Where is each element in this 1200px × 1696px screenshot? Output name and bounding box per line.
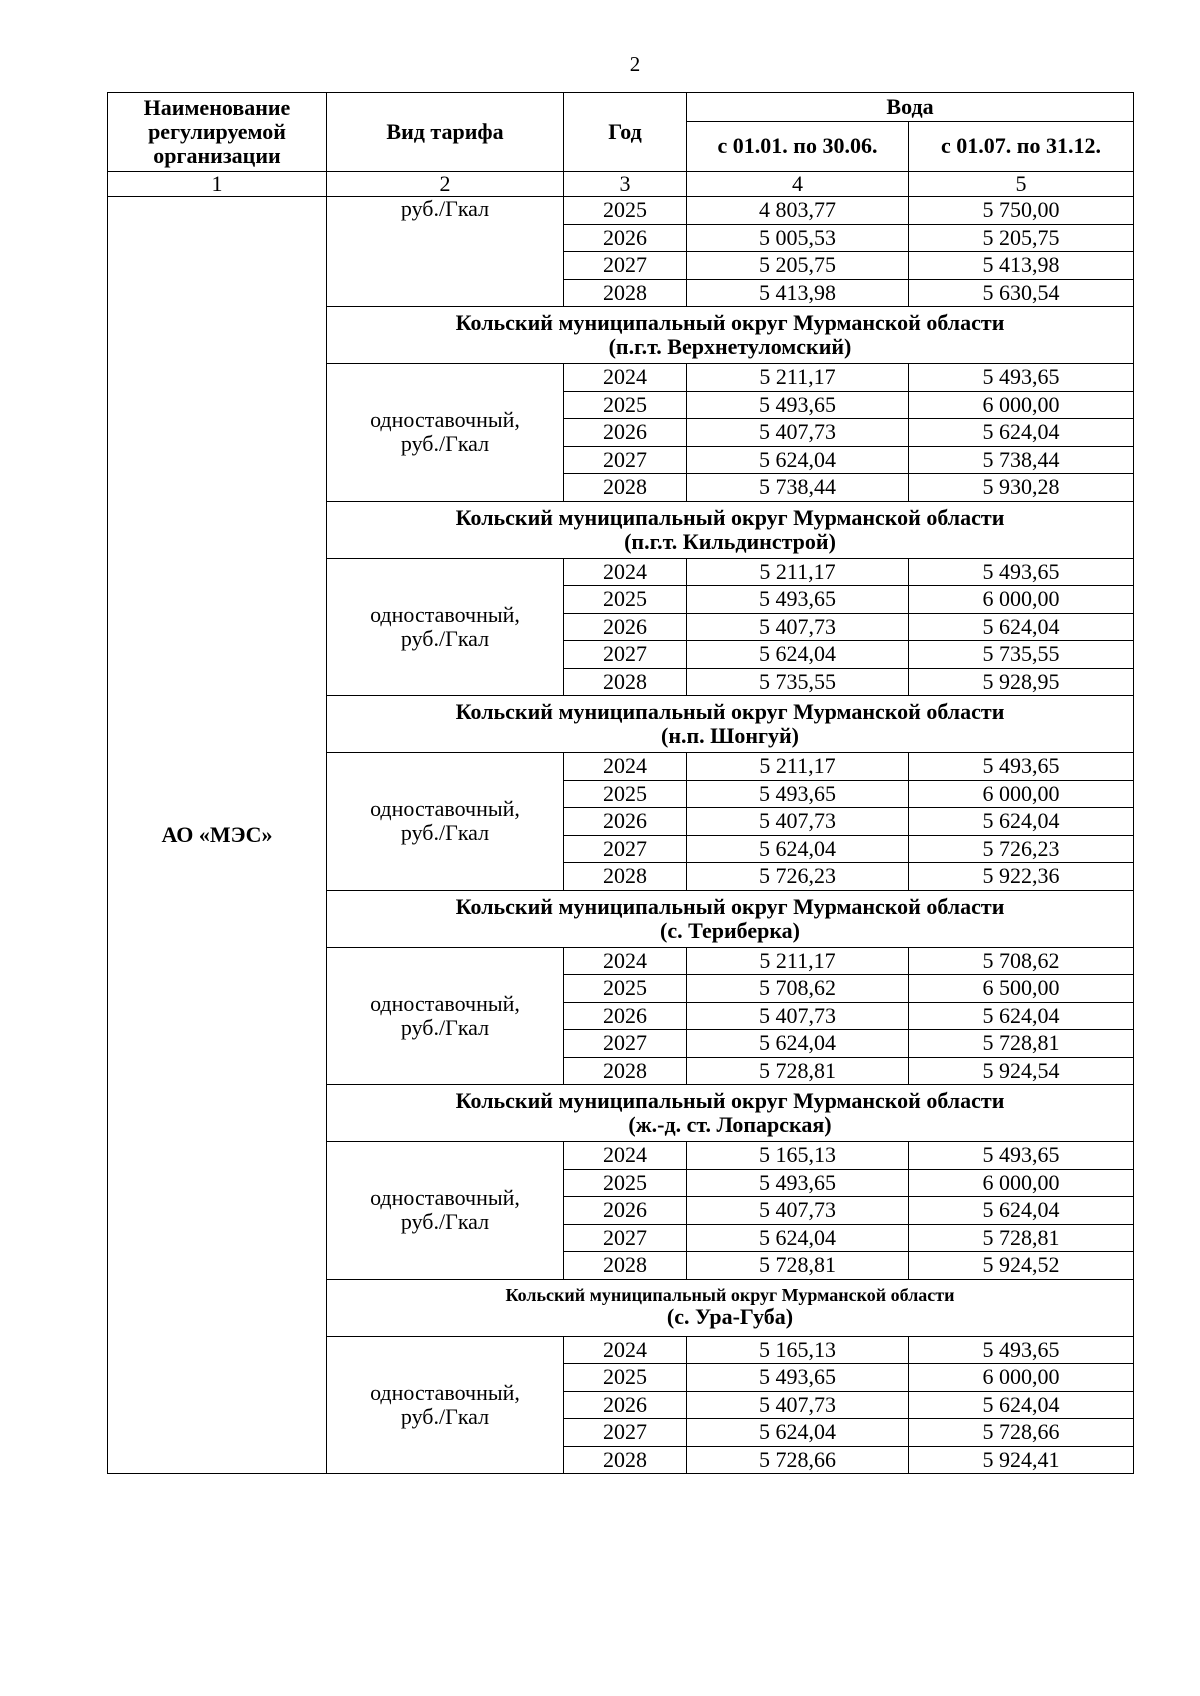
tariff-value-period-1: 5 624,04	[687, 1030, 909, 1058]
year-cell: 2028	[564, 474, 687, 502]
year-cell: 2024	[564, 558, 687, 586]
tariff-value-period-1: 5 407,73	[687, 1197, 909, 1225]
column-number-2: 2	[327, 172, 564, 197]
tariff-value-period-1: 5 211,17	[687, 558, 909, 586]
tariff-value-period-2: 5 728,81	[909, 1030, 1134, 1058]
tariff-value-period-1: 5 165,13	[687, 1336, 909, 1364]
section-header	[327, 890, 1134, 947]
column-number-5: 5	[909, 172, 1134, 197]
year-cell: 2027	[564, 835, 687, 863]
tariff-value-period-1: 5 624,04	[687, 835, 909, 863]
year-cell: 2027	[564, 1419, 687, 1447]
header-period-2: с 01.07. по 31.12.	[909, 122, 1134, 172]
section-title: Кольский муниципальный округ Мурманской области	[455, 310, 1005, 335]
tariff-type	[327, 558, 564, 696]
tariff-value-period-1: 5 493,65	[687, 780, 909, 808]
tariff-table	[107, 92, 1134, 1474]
tariff-value-period-2: 5 924,52	[909, 1252, 1134, 1280]
year-cell: 2026	[564, 613, 687, 641]
header-period-1: с 01.01. по 30.06.	[687, 122, 909, 172]
tariff-unit-line: руб./Гкал	[400, 1209, 490, 1235]
tariff-value-period-2: 5 493,65	[909, 1142, 1134, 1170]
tariff-type	[327, 753, 564, 891]
tariff-value-period-1: 5 735,55	[687, 668, 909, 696]
tariff-value-period-2: 6 000,00	[909, 586, 1134, 614]
year-cell: 2028	[564, 1252, 687, 1280]
tariff-value-period-2: 6 000,00	[909, 1169, 1134, 1197]
organization-name: АО «МЭС»	[108, 197, 327, 1474]
tariff-table-body	[108, 197, 1134, 1474]
tariff-value-period-2: 6 000,00	[909, 1364, 1134, 1392]
tariff-value-period-2: 5 493,65	[909, 364, 1134, 392]
year-cell: 2027	[564, 446, 687, 474]
tariff-value-period-1: 5 493,65	[687, 391, 909, 419]
tariff-value-period-1: 5 493,65	[687, 1364, 909, 1392]
tariff-value-period-1: 5 493,65	[687, 1169, 909, 1197]
tariff-value-period-2: 6 000,00	[909, 780, 1134, 808]
tariff-value-period-1: 5 407,73	[687, 808, 909, 836]
year-cell: 2026	[564, 419, 687, 447]
tariff-value-period-2: 5 726,23	[909, 835, 1134, 863]
tariff-value-period-2: 5 750,00	[909, 197, 1134, 225]
tariff-type	[327, 1142, 564, 1280]
year-cell: 2028	[564, 863, 687, 891]
tariff-value-period-2: 5 930,28	[909, 474, 1134, 502]
tariff-type-line: одноставочный,	[370, 796, 520, 822]
tariff-value-period-1: 5 728,81	[687, 1252, 909, 1280]
section-header	[327, 696, 1134, 753]
section-header	[327, 1085, 1134, 1142]
tariff-value-period-2: 5 624,04	[909, 1391, 1134, 1419]
tariff-value-period-1: 5 728,66	[687, 1446, 909, 1474]
tariff-value-period-2: 6 500,00	[909, 975, 1134, 1003]
tariff-value-period-1: 5 407,73	[687, 1391, 909, 1419]
section-title: Кольский муниципальный округ Мурманской области	[455, 504, 1005, 530]
tariff-value-period-1: 5 624,04	[687, 1224, 909, 1252]
tariff-type	[327, 947, 564, 1085]
tariff-value-period-2: 5 624,04	[909, 1197, 1134, 1225]
tariff-value-period-2: 5 738,44	[909, 446, 1134, 474]
tariff-type-line: одноставочный,	[370, 990, 520, 1016]
tariff-value-period-2: 5 624,04	[909, 419, 1134, 447]
tariff-value-period-2: 5 728,66	[909, 1419, 1134, 1447]
year-cell: 2027	[564, 641, 687, 669]
year-cell: 2026	[564, 808, 687, 836]
tariff-type	[327, 1336, 564, 1474]
section-header	[327, 307, 1134, 364]
tariff-value-period-1: 5 211,17	[687, 364, 909, 392]
tariff-type: руб./Гкал	[327, 197, 564, 307]
tariff-value-period-1: 5 211,17	[687, 947, 909, 975]
year-cell: 2024	[564, 364, 687, 392]
year-cell: 2025	[564, 780, 687, 808]
tariff-value-period-2: 5 205,75	[909, 224, 1134, 252]
header-tariff-type: Вид тарифа	[327, 93, 564, 172]
section-title: Кольский муниципальный округ Мурманской области	[505, 1284, 955, 1305]
tariff-unit-line: руб./Гкал	[400, 1014, 490, 1040]
tariff-type-line: одноставочный,	[370, 601, 520, 627]
tariff-value-period-1: 5 728,81	[687, 1057, 909, 1085]
tariff-value-period-1: 5 407,73	[687, 1002, 909, 1030]
header-year: Год	[564, 93, 687, 172]
tariff-value-period-1: 5 005,53	[687, 224, 909, 252]
section-locality: (п.г.т. Кильдинстрой)	[624, 528, 836, 554]
section-locality: (ж.-д. ст. Лопарская)	[628, 1112, 832, 1138]
year-cell: 2025	[564, 1364, 687, 1392]
header-organization: Наименование регулируемой организации	[108, 93, 327, 172]
section-locality: (с. Ура-Губа)	[666, 1304, 794, 1330]
section-header	[327, 1279, 1134, 1336]
tariff-unit-line: руб./Гкал	[400, 431, 490, 457]
tariff-value-period-1: 5 413,98	[687, 279, 909, 307]
year-cell: 2025	[564, 391, 687, 419]
header-water: Вода	[687, 93, 1134, 122]
year-cell: 2027	[564, 252, 687, 280]
year-cell: 2028	[564, 1057, 687, 1085]
year-cell: 2024	[564, 1336, 687, 1364]
tariff-value-period-2: 5 493,65	[909, 558, 1134, 586]
tariff-unit-line: руб./Гкал	[400, 820, 490, 846]
tariff-value-period-2: 6 000,00	[909, 391, 1134, 419]
tariff-value-period-2: 5 928,95	[909, 668, 1134, 696]
year-cell: 2027	[564, 1030, 687, 1058]
tariff-type	[327, 364, 564, 502]
year-cell: 2027	[564, 1224, 687, 1252]
section-locality: (н.п. Шонгуй)	[661, 723, 800, 749]
tariff-value-period-2: 5 413,98	[909, 252, 1134, 280]
year-cell: 2026	[564, 224, 687, 252]
section-title: Кольский муниципальный округ Мурманской области	[455, 699, 1005, 724]
tariff-unit-line: руб./Гкал	[400, 625, 490, 651]
tariff-value-period-2: 5 708,62	[909, 947, 1134, 975]
tariff-value-period-1: 5 205,75	[687, 252, 909, 280]
year-cell: 2024	[564, 947, 687, 975]
year-cell: 2026	[564, 1197, 687, 1225]
tariff-value-period-1: 5 708,62	[687, 975, 909, 1003]
tariff-value-period-2: 5 493,65	[909, 1336, 1134, 1364]
table-row	[108, 197, 1134, 225]
year-cell: 2025	[564, 586, 687, 614]
year-cell: 2026	[564, 1391, 687, 1419]
year-cell: 2025	[564, 1169, 687, 1197]
tariff-value-period-1: 5 624,04	[687, 446, 909, 474]
section-header	[327, 501, 1134, 558]
tariff-value-period-2: 5 922,36	[909, 863, 1134, 891]
tariff-value-period-2: 5 624,04	[909, 1002, 1134, 1030]
tariff-value-period-1: 5 493,65	[687, 586, 909, 614]
tariff-value-period-1: 5 726,23	[687, 863, 909, 891]
section-title: Кольский муниципальный округ Мурманской области	[455, 893, 1005, 919]
tariff-value-period-2: 5 630,54	[909, 279, 1134, 307]
tariff-value-period-2: 5 924,54	[909, 1057, 1134, 1085]
year-cell: 2024	[564, 753, 687, 781]
tariff-value-period-1: 5 624,04	[687, 1419, 909, 1447]
year-cell: 2028	[564, 279, 687, 307]
tariff-value-period-2: 5 924,41	[909, 1446, 1134, 1474]
column-number-3: 3	[564, 172, 687, 197]
page-number: 2	[629, 52, 641, 76]
year-cell: 2028	[564, 1446, 687, 1474]
section-locality: (с. Териберка)	[660, 917, 800, 943]
tariff-type-line: одноставочный,	[370, 407, 520, 433]
year-cell: 2025	[564, 975, 687, 1003]
section-locality: (п.г.т. Верхнетуломский)	[608, 334, 852, 360]
tariff-value-period-1: 5 624,04	[687, 641, 909, 669]
tariff-value-period-2: 5 624,04	[909, 808, 1134, 836]
tariff-value-period-2: 5 728,81	[909, 1224, 1134, 1252]
tariff-value-period-2: 5 493,65	[909, 753, 1134, 781]
tariff-value-period-1: 5 211,17	[687, 753, 909, 781]
section-title: Кольский муниципальный округ Мурманской области	[455, 1088, 1005, 1113]
tariff-value-period-1: 5 407,73	[687, 419, 909, 447]
year-cell: 2028	[564, 668, 687, 696]
column-number-4: 4	[687, 172, 909, 197]
year-cell: 2026	[564, 1002, 687, 1030]
tariff-type-line: одноставочный,	[370, 1379, 520, 1405]
tariff-value-period-1: 5 407,73	[687, 613, 909, 641]
year-cell: 2025	[564, 197, 687, 225]
tariff-value-period-1: 5 165,13	[687, 1142, 909, 1170]
tariff-value-period-2: 5 624,04	[909, 613, 1134, 641]
tariff-value-period-1: 4 803,77	[687, 197, 909, 225]
year-cell: 2024	[564, 1142, 687, 1170]
column-number-1: 1	[108, 172, 327, 197]
tariff-type-line: одноставочный,	[370, 1185, 520, 1211]
tariff-unit-line: руб./Гкал	[400, 1403, 490, 1429]
tariff-value-period-1: 5 738,44	[687, 474, 909, 502]
tariff-value-period-2: 5 735,55	[909, 641, 1134, 669]
